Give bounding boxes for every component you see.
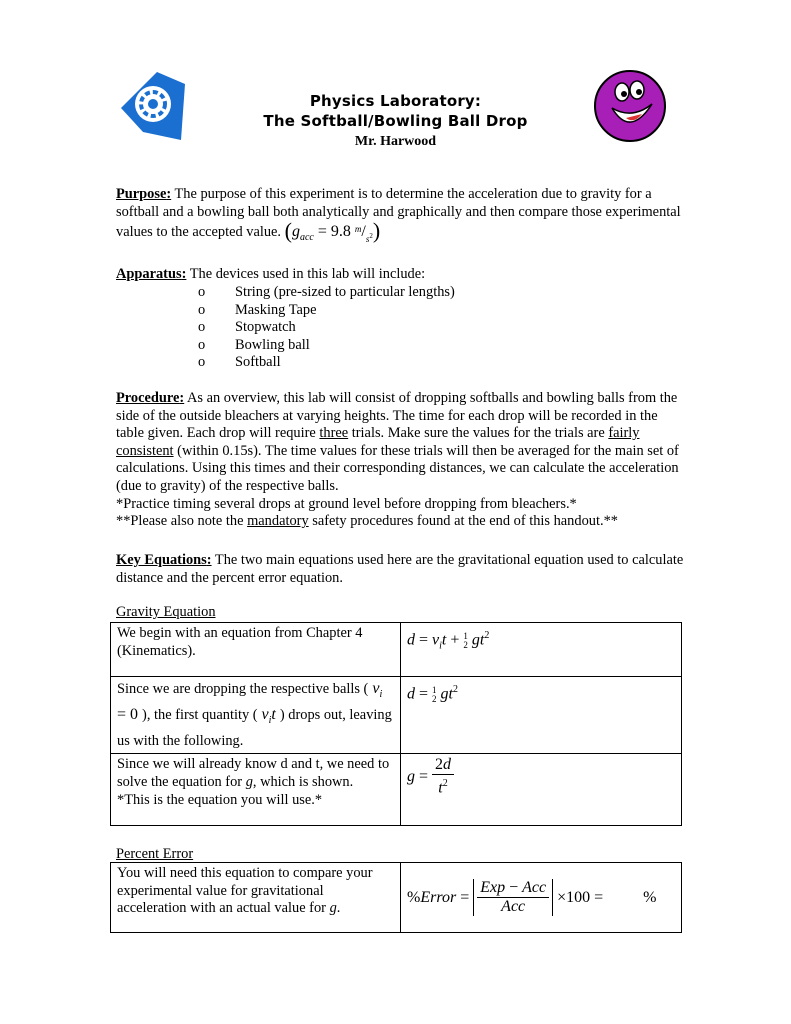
procedure-underline-three: three (319, 425, 349, 442)
simplified-equation: d = 1 2 $gt^2$ (401, 677, 682, 754)
kinematic-equation: $d = v_it$ + 1 2 $gt^2$ (401, 623, 682, 677)
title-line-2: The Softball/Bowling Ball Drop (263, 112, 528, 130)
solved-equation: g = $\frac{2d}{t^2}$ (401, 754, 682, 826)
key-equations-text: The two main equations used here are the gravitational equation used to calculate distance and the percent error equation. (116, 552, 684, 586)
percent-error-table (110, 862, 682, 933)
procedure-heading: Procedure (116, 390, 180, 406)
gravity-equation-table (110, 622, 682, 826)
procedure-underline-consistent: fairly consistent (116, 425, 640, 459)
list-item: o Bowling ball (198, 336, 310, 353)
gravity-row3-text: Since we will already know d and t, we need to solve the equation for g, which is shown. *This is the equation you will use.* (111, 754, 401, 826)
error-table-caption: Percent Error (116, 846, 194, 862)
table-row (111, 754, 682, 826)
gacc-value: 9.8 (330, 223, 351, 241)
key-equations-heading: Key Equations (116, 552, 207, 568)
table-row (111, 677, 682, 754)
table-row (111, 623, 682, 677)
procedure-text-1: As an overview, this lab will consist of dropping softballs and bowling balls from the side of the outside bleachers at varying heights. The time for each drop will be recorded in the table given. Each drop will require (116, 390, 678, 442)
procedure-note-2: **Please also note the mandatory safety procedures found at the end of this handout.** (116, 513, 618, 530)
title-line-1: Physics Laboratory: (309, 92, 482, 110)
apparatus-intro: The devices used in this lab will include: (189, 266, 426, 282)
gravity-table-caption: Gravity Equation (116, 604, 216, 620)
gravity-row1-text: We begin with an equation from Chapter 4 (Kinematics). (111, 623, 401, 677)
gravity-row2-text: Since we are dropping the respective balls ( $v_i = 0$ ), the first quantity ( $v_it$ ) drops out, leaving us with the following. (111, 677, 401, 754)
list-item: o Softball (198, 354, 281, 371)
procedure-text-3: (within 0.15s). The time values for these trials will then be averaged for the main set of calculations. Using this times and their corresponding distances, we can calculate the acceleration (due to gravity) of the respective balls. (116, 442, 679, 494)
apparatus-heading: Apparatus (116, 266, 182, 282)
gacc-equation: ( (284, 218, 292, 244)
percent-error-equation: % Error = $\frac{\text{Exp − Acc}}{\text{Acc}}$ × 100 = % (401, 863, 682, 933)
page-title (0, 92, 791, 130)
purpose-heading: Purpose (116, 186, 167, 202)
apparatus-section: Apparatus: The devices used in this lab will include: (116, 266, 426, 282)
purpose-section: Purpose: The purpose of this experiment is to determine the acceleration due to gravity for a softball and a bowling ball both analytically and graphically and then compare those experimental values to the accepted value. ($g_{acc} = 9.8$ $^m/_{s^2}$) (116, 186, 681, 245)
procedure-section: Procedure: As an overview, this lab will consist of dropping softballs and bowling balls from the side of the outside bleachers at varying heights. The time for each drop will be recorded in the table given. Each drop will require three trials. Make sure the values for the trials are fairly consistent (within 0.15s). The time values for these trials will then be averaged for the main set of calculations. Using this times and their corresponding distances, we can calculate the acceleration (due to gravity) of the respective balls. *Practice timing several drops at ground level before dropping from bleachers.* **Please also note the mandatory safety procedures found at the end of this handout.** (116, 390, 686, 531)
key-equations-section: Key Equations: The two main equations used here are the gravitational equation used to calculate distance and the percent error equation. (116, 552, 684, 586)
list-item: o Masking Tape (198, 301, 317, 318)
author: Mr. Harwood (354, 134, 437, 149)
apparatus-list (198, 284, 455, 372)
procedure-note-1: *Practice timing several drops at ground level before dropping from bleachers.* (116, 495, 577, 512)
table-row (111, 863, 682, 933)
error-row-text: You will need this equation to compare your experimental value for gravitational acceleration with an actual value for g. (111, 863, 401, 933)
procedure-text-2: trials. Make sure the values for the trials are (348, 425, 609, 442)
list-item: o String (pre-sized to particular lengths) (198, 284, 455, 300)
list-item: o Stopwatch (198, 319, 296, 336)
purpose-text: The purpose of this experiment is to determine the acceleration due to gravity for a softball and a bowling ball both analytically and graphically and then compare those experimental values to the accepted value. (116, 186, 681, 241)
